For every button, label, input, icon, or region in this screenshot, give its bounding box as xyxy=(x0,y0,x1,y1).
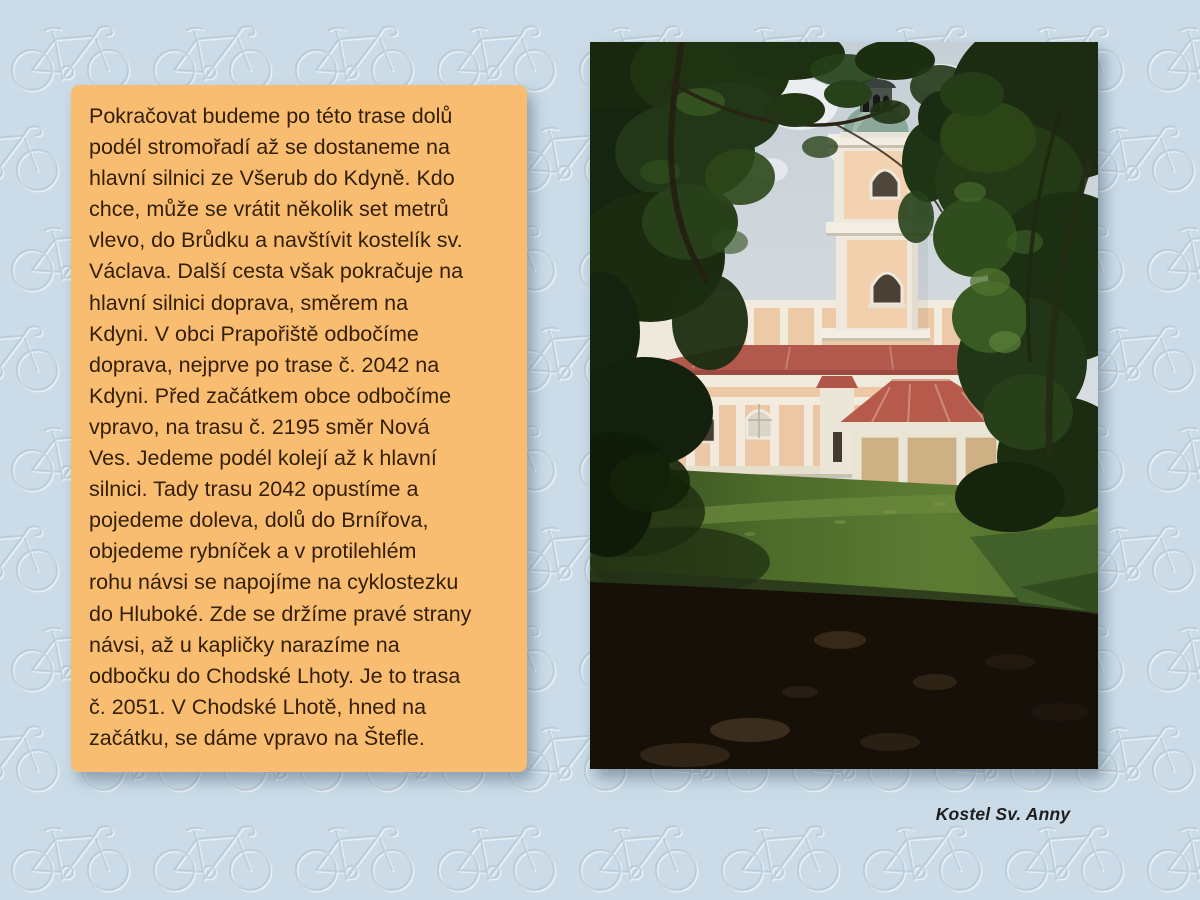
text-line: chce, může se vrátit několik set metrů xyxy=(89,197,449,222)
text-line: odbočku do Chodské Lhoty. Je to trasa xyxy=(89,663,461,688)
text-line: č. 2051. V Chodské Lhotě, hned na xyxy=(89,694,427,719)
text-line: Kdyni. V obci Prapořiště odbočíme xyxy=(89,321,419,346)
text-line: pojedeme doleva, dolů do Brnířova, xyxy=(89,508,429,533)
text-line: vlevo, do Brůdku a navštívit kostelík sv. xyxy=(89,228,463,253)
text-line: doprava, nejprve po trase č. 2042 na xyxy=(89,352,440,377)
text-line: návsi, až u kapličky narazíme na xyxy=(89,632,400,657)
text-line: hlavní silnici doprava, směrem na xyxy=(89,290,409,315)
text-line: Kdyni. Před začátkem obce odbočíme xyxy=(89,383,452,408)
church-photo-illustration xyxy=(590,42,1098,769)
text-line: hlavní silnici ze Všerub do Kdyně. Kdo xyxy=(89,166,455,191)
text-line: silnici. Tady trasu 2042 opustíme a xyxy=(89,477,419,502)
text-line: objedeme rybníček a v protilehlém xyxy=(89,539,417,564)
text-line: Ves. Jedeme podél kolejí až k hlavní xyxy=(89,446,437,471)
route-description xyxy=(71,85,527,754)
text-line: vpravo, na trasu č. 2195 směr Nová xyxy=(89,414,430,439)
text-line: Pokračovat budeme po této trase dolů xyxy=(89,104,453,128)
text-line: začátku, se dáme vpravo na Štefle. xyxy=(89,725,425,750)
photo-caption: Kostel Sv. Anny xyxy=(935,804,1071,824)
text-line: rohu návsi se napojíme na cyklostezku xyxy=(89,570,459,595)
text-line: do Hluboké. Zde se držíme pravé strany xyxy=(89,601,472,626)
text-line: Václava. Další cesta však pokračuje na xyxy=(89,259,464,284)
church-photo xyxy=(590,42,1098,769)
text-line: podél stromořadí až se dostaneme na xyxy=(89,135,450,160)
route-text-box xyxy=(71,85,527,772)
